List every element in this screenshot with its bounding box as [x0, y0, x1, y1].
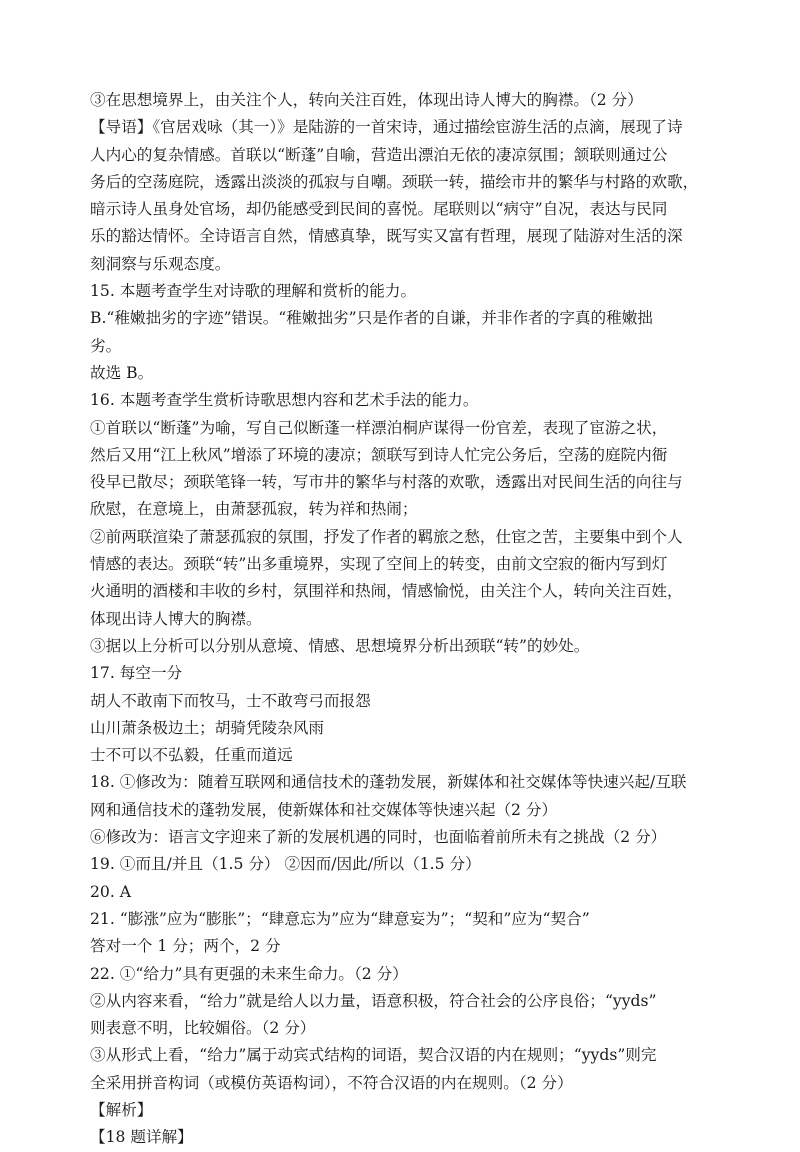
text-line: 16. 本题考查学生赏析诗歌思想内容和艺术手法的能力。 — [90, 391, 479, 410]
section-heading: 【解析】 — [90, 1100, 153, 1119]
text-line: 15. 本题考查学生对诗歌的理解和赏析的能力。 — [90, 282, 417, 301]
text-line: 故选 B。 — [90, 363, 154, 382]
text-line: ③在思想境界上，由关注个人，转向关注百姓，体现出诗人博大的胸襟。（2 分） — [90, 91, 643, 109]
text-line: ①首联以“断蓬”为喻，写自己似断蓬一样漂泊桐庐谋得一份官差，表现了宦游之状， — [90, 418, 668, 437]
text-line: 胡人不敢南下而牧马，士不敢弯弓而报怨 — [90, 691, 371, 710]
text-line: 答对一个 1 分；两个，2 分 — [90, 937, 281, 956]
text-line: 劣。 — [90, 336, 122, 355]
text-line: 17. 每空一分 — [90, 664, 183, 683]
text-line: ②前两联渲染了萧瑟孤寂的氛围，抒发了作者的羁旅之愁，仕宦之苦，主要集中到个人 — [90, 527, 683, 546]
text-line: 20. A — [90, 882, 132, 901]
text-line: ③从形式上看，“给力”属于动宾式结构的词语，契合汉语的内在规则；“yyds”则完 — [90, 1046, 657, 1065]
text-line: ⑥修改为：语言文字迎来了新的发展机遇的同时，也面临着前所未有之挑战（2 分） — [90, 828, 667, 847]
text-line: 【导语】《官居戏咏（其一）》是陆游的一首宋诗，通过描绘宦游生活的点滴，展现了诗 — [90, 118, 683, 137]
text-line: 然后又用“江上秋风”增添了环境的凄凉；颔联写到诗人忙完公务后，空荡的庭院内衙 — [90, 445, 668, 464]
text-line: 全采用拼音构词（或模仿英语构词），不符合汉语的内在规则。（2 分） — [90, 1073, 573, 1092]
text-line: 欣慰，在意境上，由萧瑟孤寂，转为祥和热闹； — [90, 500, 418, 519]
text-line: 18. ①修改为：随着互联网和通信技术的蓬勃发展，新媒体和社交媒体等快速兴起/互联 — [90, 773, 687, 792]
text-line: B.“稚嫩拙劣的字迹”错误。“稚嫩拙劣”只是作者的自谦，并非作者的字真的稚嫩拙 — [90, 309, 653, 328]
text-line: 务后的空荡庭院，透露出淡淡的孤寂与自嘲。颈联一转，描绘市井的繁华与村路的欢歌， — [90, 172, 699, 191]
text-line: 情感的表达。颈联“转”出多重境界，实现了空间上的转变，由前文空寂的衙内写到灯 — [90, 555, 668, 574]
text-line: 21. “膨涨”应为“膨胀”；“肆意忘为”应为“肆意妄为”；“契和”应为“契合” — [90, 909, 590, 928]
text-line: 体现出诗人博大的胸襟。 — [90, 609, 262, 628]
text-line: 人内心的复杂情感。首联以“断蓬”自喻，营造出漂泊无依的凄凉氛围；颔联则通过公 — [90, 145, 668, 164]
text-line: ③据以上分析可以分别从意境、情感、思想境界分析出颈联“转”的妙处。 — [90, 636, 590, 655]
text-line: 暗示诗人虽身处官场，却仍能感受到民间的喜悦。尾联则以“病守”自况，表达与民同 — [90, 200, 668, 219]
text-line: 乐的豁达情怀。全诗语言自然，情感真挚，既写实又富有哲理，展现了陆游对生活的深 — [90, 227, 683, 246]
text-line: ②从内容来看，“给力”就是给人以力量，语意积极，符合社会的公序良俗；“yyds” — [90, 991, 657, 1010]
text-line: 则表意不明，比较媚俗。（2 分） — [90, 1019, 316, 1038]
section-heading: 【18 题详解】 — [90, 1128, 193, 1147]
text-line: 19. ①而且/并且（1.5 分） ②因而/因此/所以（1.5 分） — [90, 855, 481, 874]
text-line: 士不可以不弘毅，任重而道远 — [90, 746, 293, 765]
text-line: 刻洞察与乐观态度。 — [90, 254, 231, 273]
text-line: 役早已散尽；颈联笔锋一转，写市井的繁华与村落的欢歌，透露出对民间生活的向往与 — [90, 473, 683, 492]
text-line: 火通明的酒楼和丰收的乡村，氛围祥和热闹，情感愉悦，由关注个人，转向关注百姓， — [90, 582, 683, 601]
text-line: 22. ①“给力”具有更强的未来生命力。（2 分） — [90, 964, 408, 983]
text-line: 山川萧条极边土；胡骑凭陵杂风雨 — [90, 718, 324, 737]
text-line: 网和通信技术的蓬勃发展，使新媒体和社交媒体等快速兴起（2 分） — [90, 800, 558, 819]
